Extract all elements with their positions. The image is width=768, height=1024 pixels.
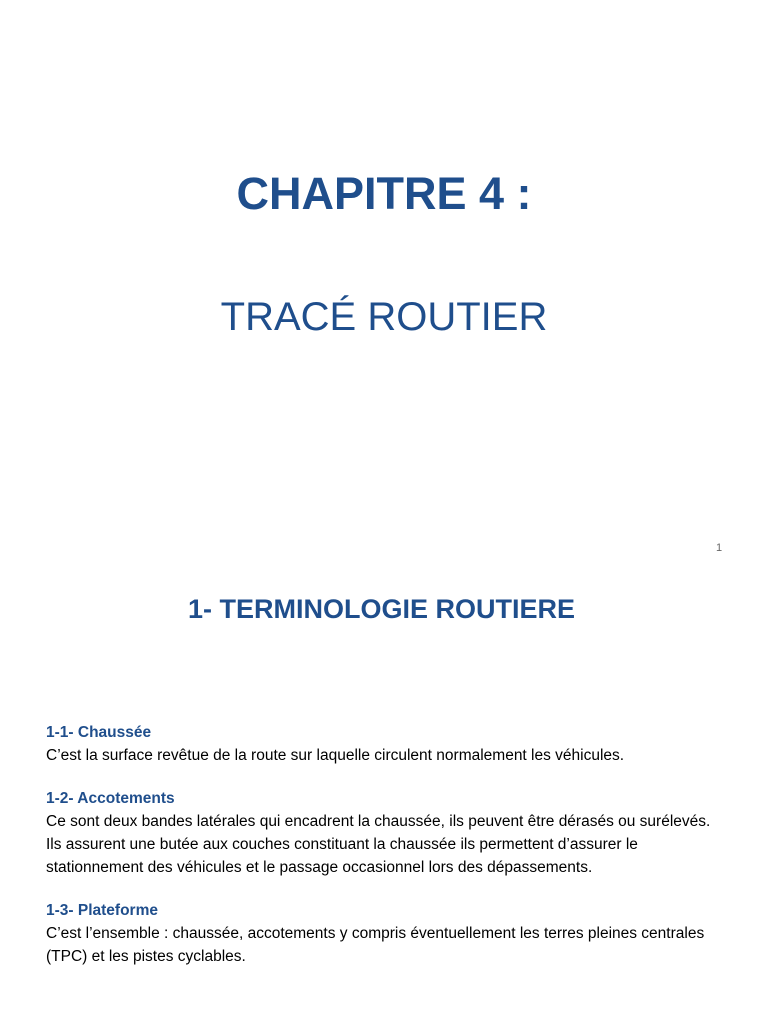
- paragraph: C’est la surface revêtue de la route sur laquelle circulent normalement les véhicules.: [46, 747, 625, 764]
- chapter-subtitle: TRACÉ ROUTIER: [220, 295, 548, 339]
- paragraph: Ils assurent une butée aux couches constituant la chaussée ils permettent d’assurer le stationnement des véhicules et le passage occasionnel lors des dépassements.: [46, 836, 638, 876]
- subsection-accotements: [46, 787, 736, 879]
- section-content: [46, 721, 736, 988]
- subsection-chaussee: [46, 721, 736, 767]
- page-number: 1: [715, 542, 723, 554]
- subsection-heading: 1-2- Accotements: [46, 790, 175, 807]
- subsection-body: [46, 744, 736, 767]
- chapter-title: CHAPITRE 4 :: [236, 168, 532, 219]
- section-title: 1- TERMINOLOGIE ROUTIERE: [187, 594, 576, 624]
- subsection-heading: 1-3- Plateforme: [46, 902, 158, 919]
- subsection-heading: 1-1- Chaussée: [46, 724, 152, 741]
- paragraph: Ce sont deux bandes latérales qui encadrent la chaussée, ils peuvent être dérasés ou surélevés.: [46, 813, 711, 830]
- subsection-plateforme: [46, 899, 736, 968]
- paragraph: C’est l’ensemble : chaussée, accotements y compris éventuellement les terres pleines centrales (TPC) et les pistes cyclables.: [46, 925, 705, 965]
- subsection-body: [46, 810, 736, 879]
- subsection-body: [46, 922, 736, 968]
